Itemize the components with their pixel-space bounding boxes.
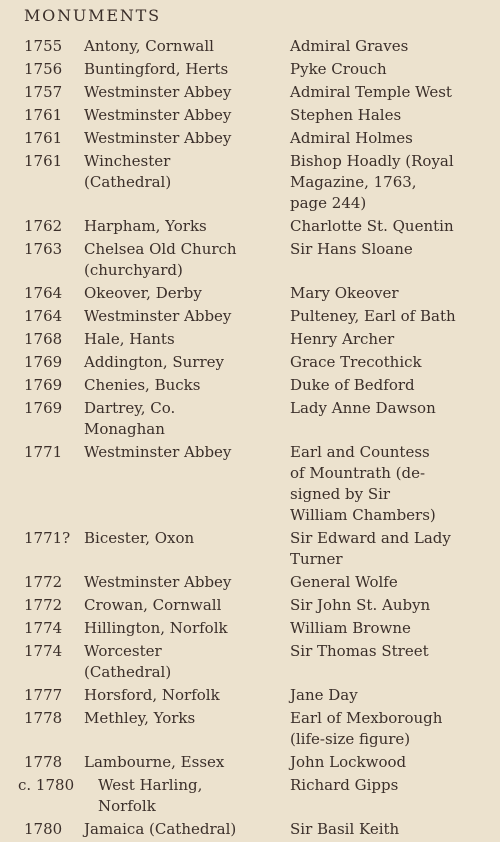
monument-entry	[0, 306, 500, 327]
monument-entry	[0, 239, 500, 281]
monument-entry	[0, 329, 500, 350]
entry-year: 1780	[24, 820, 63, 838]
entry-place: Winchester (Cathedral)	[84, 152, 172, 191]
entry-subject: Admiral Holmes	[290, 129, 413, 147]
monument-entry	[0, 442, 500, 526]
entry-subject: Sir Basil Keith	[290, 820, 400, 838]
entry-place: Westminster Abbey	[84, 106, 232, 124]
entry-place: West Harling, Norfolk	[98, 776, 203, 815]
entry-year: 1757	[24, 83, 63, 101]
entry-year: 1769	[24, 376, 63, 394]
entry-place: Westminster Abbey	[84, 83, 232, 101]
entry-year: 1764	[24, 307, 63, 325]
entry-place: Methley, Yorks	[84, 709, 196, 727]
entry-place: Westminster Abbey	[84, 573, 232, 591]
monument-entry	[0, 775, 500, 817]
monument-entry	[0, 36, 500, 57]
monument-entry	[0, 528, 500, 570]
entry-place: Jamaica (Cathedral)	[84, 820, 237, 838]
monument-entry	[0, 595, 500, 616]
monument-entry	[0, 128, 500, 149]
entry-subject: Jane Day	[290, 686, 358, 704]
entry-place: Bicester, Oxon	[84, 529, 195, 547]
entry-place: Harpham, Yorks	[84, 217, 207, 235]
entry-subject: Duke of Bedford	[290, 376, 415, 394]
entry-place: Horsford, Norfolk	[84, 686, 220, 704]
entry-subject: Charlotte St. Quentin	[290, 217, 454, 235]
entry-subject: Admiral Graves	[290, 37, 409, 55]
monument-entry	[0, 216, 500, 237]
entry-subject: Grace Trecothick	[290, 353, 422, 371]
entry-place: Lambourne, Essex	[84, 753, 225, 771]
monument-entry	[0, 105, 500, 126]
entry-place: Crowan, Cornwall	[84, 596, 222, 614]
entry-year: 1761	[24, 106, 63, 124]
entry-subject: Sir Edward and Lady Turner	[290, 529, 451, 568]
monument-entry	[0, 819, 500, 840]
monument-entry	[0, 151, 500, 214]
monument-entry	[0, 82, 500, 103]
entry-subject: William Browne	[290, 619, 411, 637]
entry-year: 1764	[24, 284, 63, 302]
monument-entry	[0, 352, 500, 373]
entry-subject: John Lockwood	[290, 753, 407, 771]
entry-place: Westminster Abbey	[84, 307, 232, 325]
entry-year: c. 1780	[18, 776, 75, 794]
monument-entry	[0, 283, 500, 304]
entry-subject: Admiral Temple West	[290, 83, 452, 101]
entry-subject: Sir Thomas Street	[290, 642, 429, 660]
entry-year: 1771?	[24, 529, 71, 547]
entry-year: 1768	[24, 330, 63, 348]
entry-year: 1769	[24, 399, 63, 417]
monument-entry	[0, 398, 500, 440]
entry-year: 1769	[24, 353, 63, 371]
monument-entry	[0, 641, 500, 683]
entry-year: 1772	[24, 573, 63, 591]
monument-list	[0, 36, 500, 842]
entry-place: Addington, Surrey	[84, 353, 224, 371]
entry-subject: Earl and Countess of Mountrath (de- signed by Sir William Chambers)	[290, 443, 436, 524]
monument-entry	[0, 752, 500, 773]
monument-entry	[0, 59, 500, 80]
entry-subject: General Wolfe	[290, 573, 398, 591]
entry-place: Okeover, Derby	[84, 284, 202, 302]
entry-year: 1778	[24, 753, 63, 771]
entry-year: 1762	[24, 217, 63, 235]
entry-place: Chelsea Old Church (churchyard)	[84, 240, 237, 279]
entry-subject: Henry Archer	[290, 330, 395, 348]
monument-entry	[0, 375, 500, 396]
entry-subject: Sir John St. Aubyn	[290, 596, 431, 614]
entry-place: Westminster Abbey	[84, 443, 232, 461]
entry-year: 1777	[24, 686, 63, 704]
entry-place: Antony, Cornwall	[84, 37, 214, 55]
monument-entry	[0, 685, 500, 706]
entry-year: 1771	[24, 443, 63, 461]
entry-place: Chenies, Bucks	[84, 376, 201, 394]
entry-subject: Earl of Mexborough (life-size figure)	[290, 709, 443, 748]
entry-year: 1774	[24, 642, 63, 660]
entry-place: Hale, Hants	[84, 330, 175, 348]
entry-subject: Richard Gipps	[290, 776, 399, 794]
entry-year: 1772	[24, 596, 63, 614]
entry-year: 1761	[24, 152, 63, 170]
entry-place: Westminster Abbey	[84, 129, 232, 147]
entry-place: Hillington, Norfolk	[84, 619, 228, 637]
entry-subject: Sir Hans Sloane	[290, 240, 413, 258]
monument-entry	[0, 618, 500, 639]
section-heading: MONUMENTS	[24, 6, 161, 25]
entry-year: 1756	[24, 60, 63, 78]
entry-subject: Mary Okeover	[290, 284, 399, 302]
entry-subject: Pulteney, Earl of Bath	[290, 307, 456, 325]
entry-year: 1761	[24, 129, 63, 147]
entry-year: 1763	[24, 240, 63, 258]
entry-place: Worcester (Cathedral)	[84, 642, 172, 681]
entry-subject: Bishop Hoadly (Royal Magazine, 1763, page 244)	[290, 152, 454, 212]
entry-subject: Pyke Crouch	[290, 60, 387, 78]
entry-subject: Lady Anne Dawson	[290, 399, 436, 417]
entry-year: 1774	[24, 619, 63, 637]
entry-subject: Stephen Hales	[290, 106, 402, 124]
monument-entry	[0, 708, 500, 750]
entry-year: 1778	[24, 709, 63, 727]
entry-place: Dartrey, Co. Monaghan	[84, 399, 176, 438]
entry-place: Buntingford, Herts	[84, 60, 229, 78]
monument-entry	[0, 572, 500, 593]
entry-year: 1755	[24, 37, 63, 55]
